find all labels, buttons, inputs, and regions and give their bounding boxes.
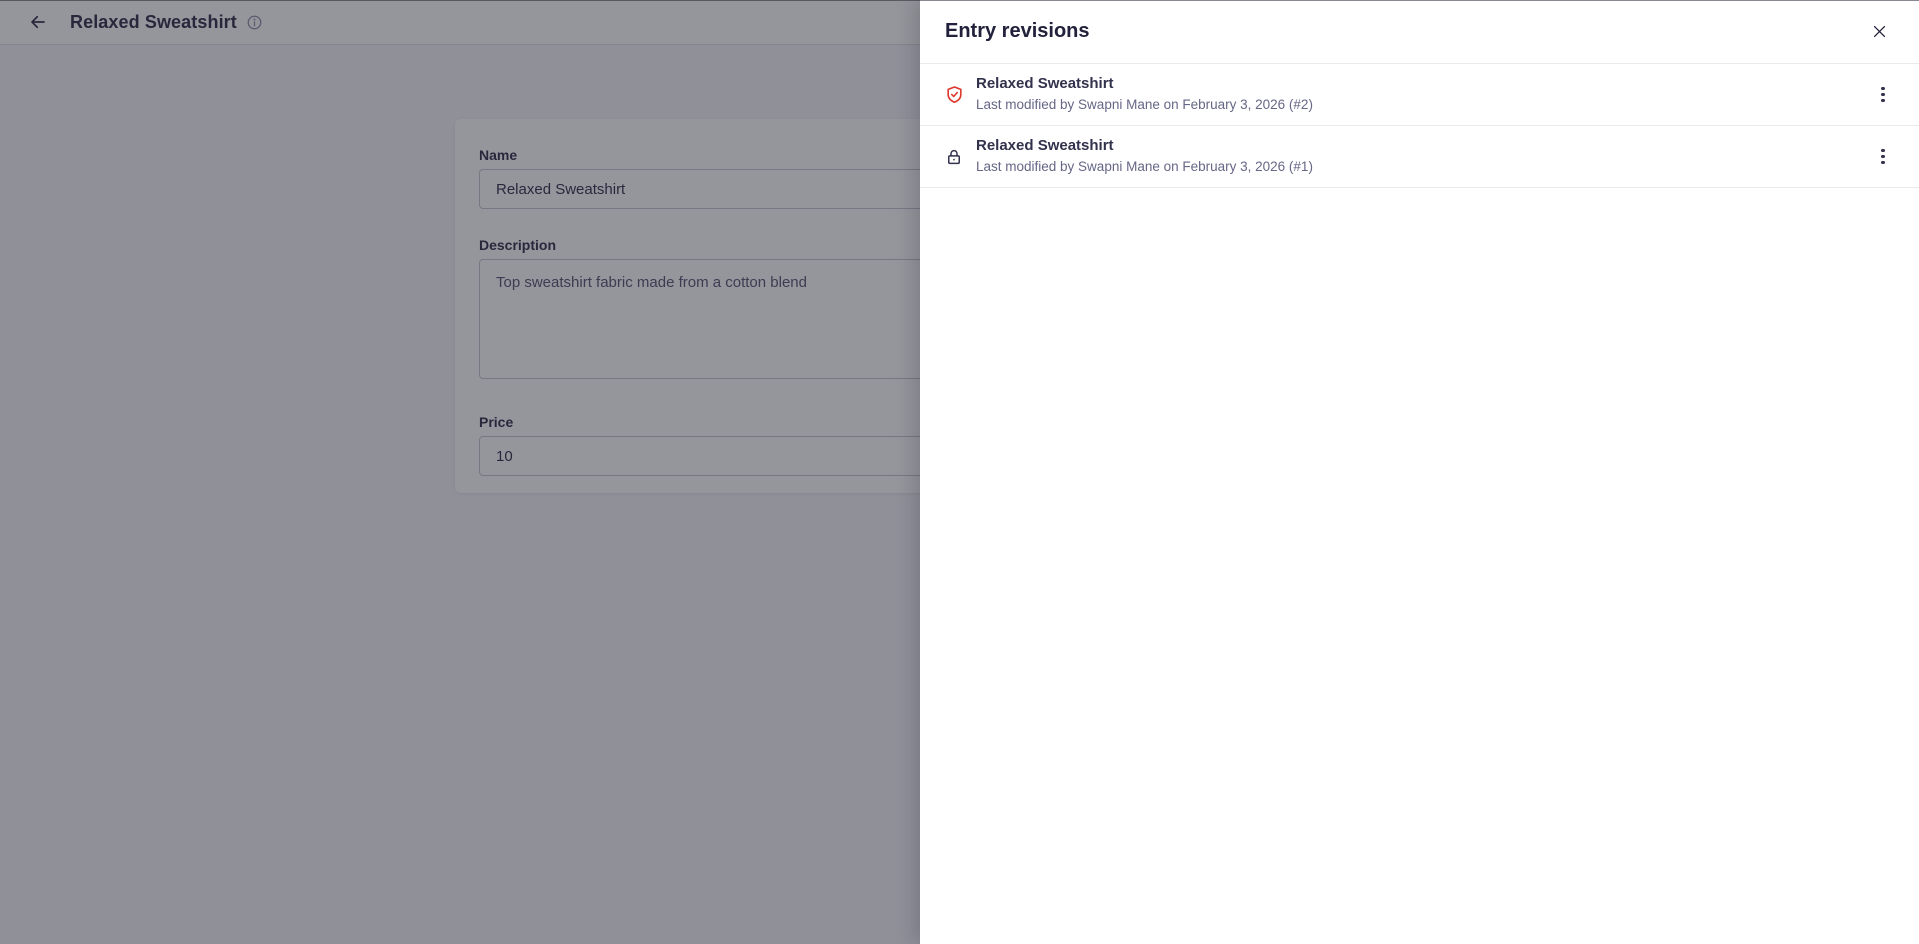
price-field-label: Price bbox=[479, 414, 514, 430]
revision-texts bbox=[976, 75, 1867, 114]
revision-texts bbox=[976, 137, 1867, 176]
close-icon bbox=[1871, 23, 1888, 40]
revision-title: Relaxed Sweatshirt bbox=[976, 75, 1114, 93]
kebab-menu-icon bbox=[1881, 87, 1885, 103]
kebab-menu-icon bbox=[1881, 149, 1885, 165]
revision-meta: Last modified by Swapni Mane on February 3, 2026 (#2) bbox=[976, 96, 1313, 112]
name-field-label: Name bbox=[479, 147, 518, 163]
drawer-header bbox=[920, 0, 1919, 64]
close-button[interactable] bbox=[1863, 16, 1895, 48]
revision-menu-button[interactable] bbox=[1867, 79, 1899, 111]
shield-check-icon bbox=[944, 85, 964, 105]
revision-row[interactable] bbox=[920, 64, 1919, 126]
entry-revisions-drawer bbox=[920, 0, 1919, 944]
description-field-label: Description bbox=[479, 237, 557, 253]
revision-meta: Last modified by Swapni Mane on February 3, 2026 (#1) bbox=[976, 158, 1313, 174]
revision-menu-button[interactable] bbox=[1867, 141, 1899, 173]
revision-row[interactable] bbox=[920, 126, 1919, 188]
page-title: Relaxed Sweatshirt bbox=[70, 11, 237, 32]
lock-icon bbox=[944, 147, 964, 167]
revision-title: Relaxed Sweatshirt bbox=[976, 137, 1114, 155]
drawer-title: Entry revisions bbox=[945, 20, 1090, 42]
revision-list bbox=[920, 64, 1919, 944]
